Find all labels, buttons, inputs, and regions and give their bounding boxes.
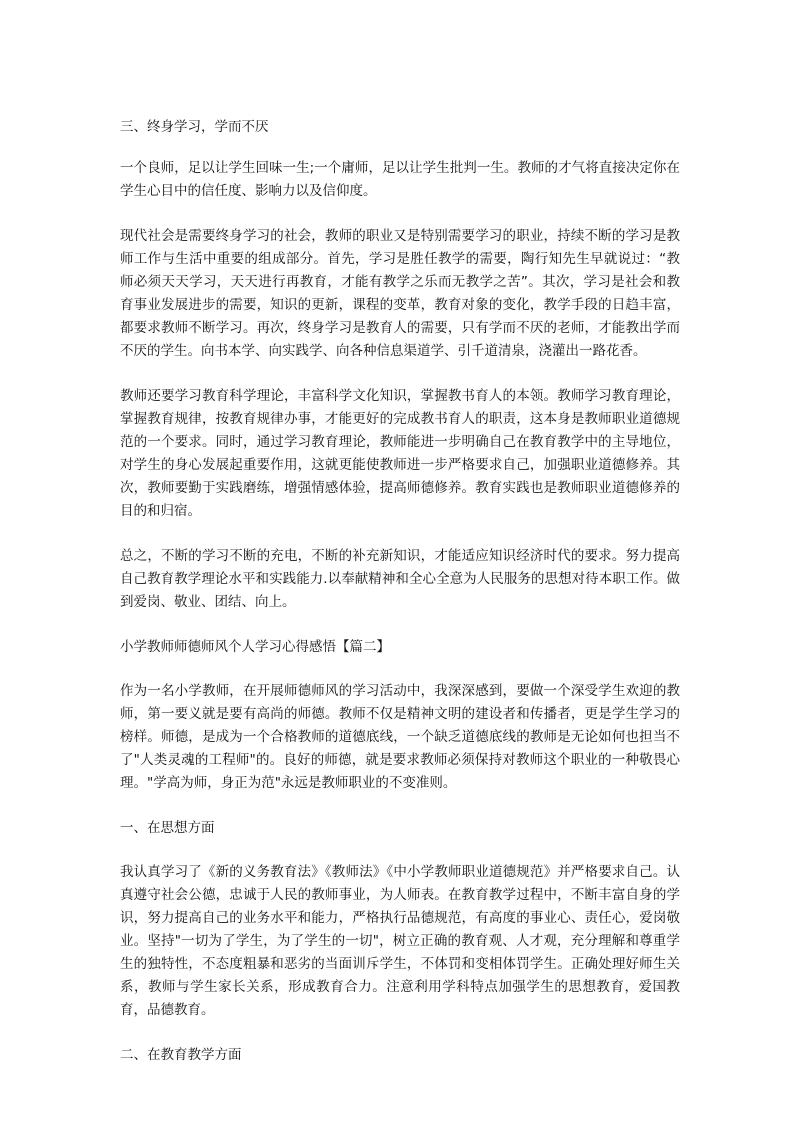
section-heading-teaching: 二、在教育教学方面	[120, 1047, 242, 1063]
paragraph-good-teacher: 一个良师，足以让学生回味一生;一个庸师，足以让学生批判一生。教师的才气将直接决定你在学生心目中的信任度、影响力以及信仰度。	[120, 160, 680, 199]
section-heading-thought: 一、在思想方面	[120, 820, 215, 836]
paragraph-education-theory: 教师还要学习教育科学理论，丰富科学文化知识，掌握教书育人的本领。教师学习教育理论，掌握教育规律，按教育规律办事，才能更好的完成教书育人的职责，这本身是教师职业道德规范的一个要求。同时，通过学习教育理论，教师能进一步明确自己在教育教学中的主导地位，对学生的身心发展起重要作用，这就更能使教师进一步严格要求自己，加强职业道德修养。其次，教师要勤于实践磨练，增强情感体验，提高师德修养。教育实践也是教师职业道德修养的目的和归宿。	[120, 388, 680, 519]
paragraph-conclusion: 总之，不断的学习不断的充电，不断的补充新知识，才能适应知识经济时代的要求。努力提高自己教育教学理论水平和实践能力.以奉献精神和全心全意为人民服务的思想对待本职工作。做到爱岗、敬业、团结、向上。	[120, 548, 680, 610]
paragraph-thought: 我认真学习了《新的义务教育法》《教师法》《中小学教师职业道德规范》并严格要求自己。认真遵守社会公德，忠诚于人民的教师事业，为人师表。在教育教学过程中，不断丰富自身的学识，努力提高自己的业务水平和能力，严格执行品德规范，有高度的事业心、责任心，爱岗敬业。坚持"一切为了学生，为了学生的一切"，树立正确的教育观、人才观，充分理解和尊重学生的独特性，不态度粗暴和恶劣的当面训斥学生，不体罚和变相体罚学生。正确处理好师生关系，教师与学生家长关系，形成教育合力。注意利用学科特点加强学生的思想教育，爱国教育，品德教育。	[120, 864, 680, 1018]
article-title-part-two: 小学教师师德师风个人学习心得感悟【篇二】	[120, 639, 390, 655]
document-body	[120, 116, 680, 1088]
paragraph-modern-society: 现代社会是需要终身学习的社会，教师的职业又是特别需要学习的职业，持续不断的学习是教师工作与生活中重要的组成部分。首先，学习是胜任教学的需要，陶行知先生早就说过：“教师必须天天学习，天天进行再教育，才能有教学之乐而无教学之苦”。其次，学习是社会和教育事业发展进步的需要，知识的更新，课程的变革，教育对象的变化，教学手段的日趋丰富，都要求教师不断学习。再次，终身学习是教育人的需要，只有学而不厌的老师，才能教出学而不厌的学生。向书本学、向实践学、向各种信息渠道学、引千道清泉，浇灌出一路花香。	[120, 228, 680, 359]
paragraph-intro-part-two: 作为一名小学教师，在开展师德师风的学习活动中，我深深感到，要做一个深受学生欢迎的教师，第一要义就是要有高尚的师德。教师不仅是精神文明的建设者和传播者，更是学生学习的榜样。师德，是成为一个合格教师的道德底线，一个缺乏道德底线的教师是无论如何也担当不了"人类灵魂的工程师"的。良好的师德，就是要求教师必须保持对教师这个职业的一种敬畏心理。"学高为师，身正为范"永远是教师职业的不变准则。	[120, 683, 680, 791]
section-heading-lifelong-learning: 三、终身学习，学而不厌	[120, 119, 269, 135]
